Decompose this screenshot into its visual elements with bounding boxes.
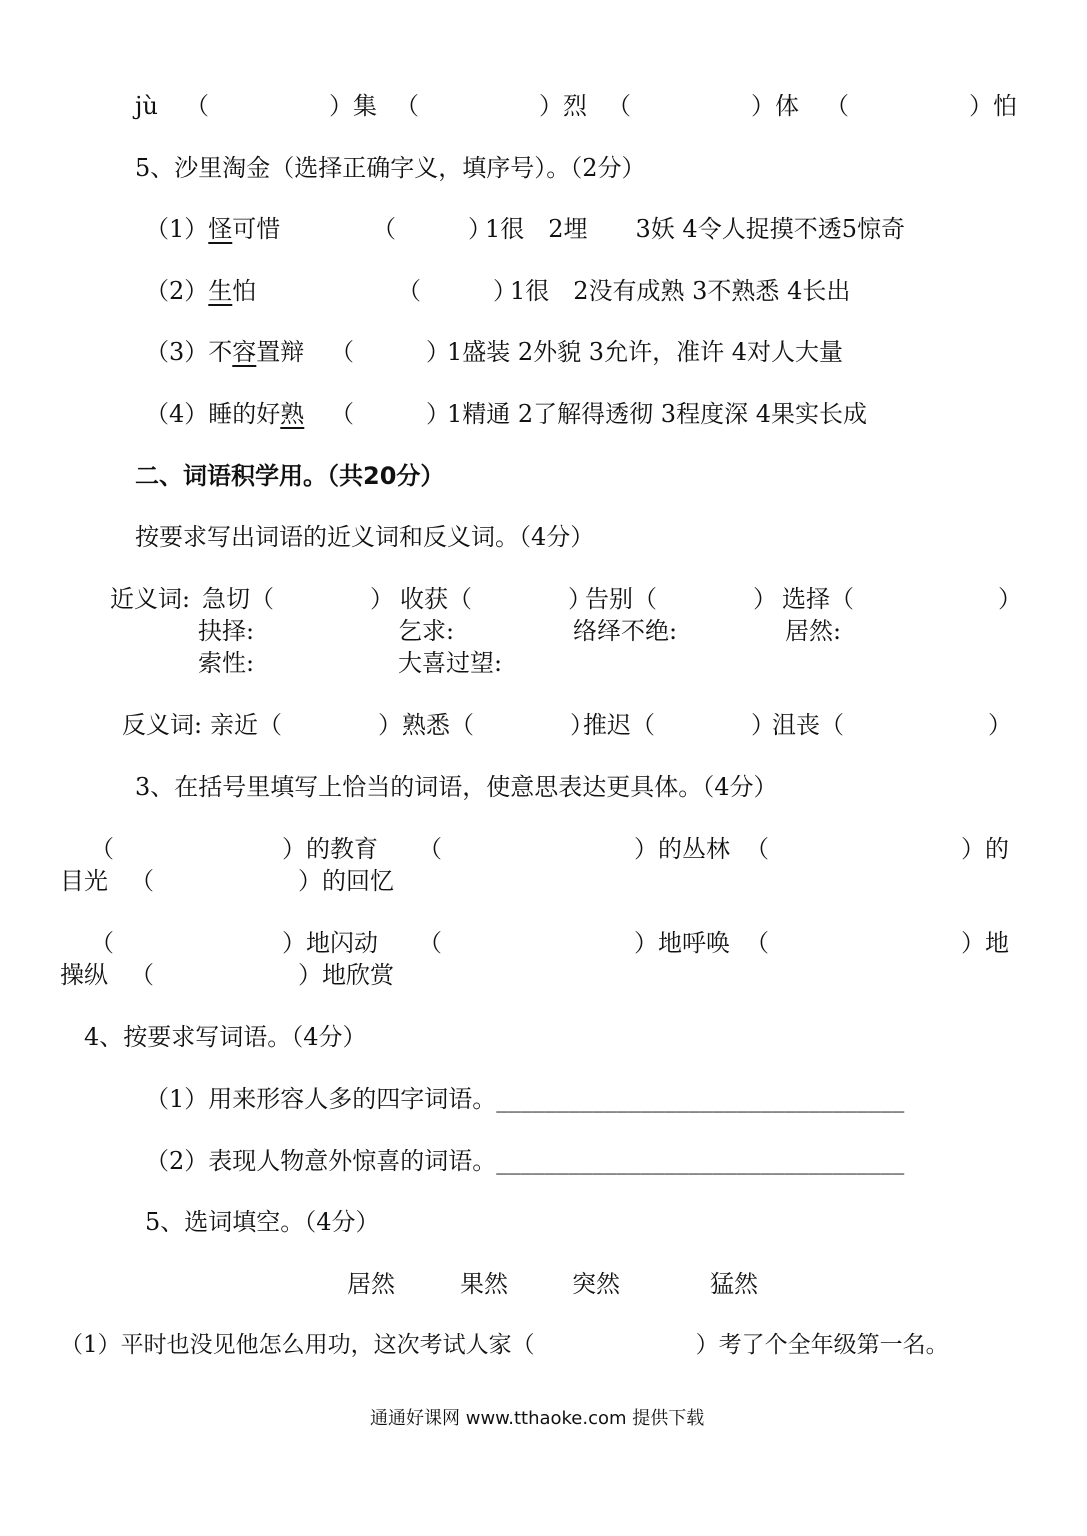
q3-blank: （ ）地 — [745, 929, 1009, 957]
synonym-item: 收获（ ） — [400, 585, 592, 613]
pinyin-blank-2: （ ）烈 — [395, 92, 587, 120]
q4-item-1: （1）用来形容人多的四字词语。__________________________________ — [145, 1085, 905, 1113]
q4-title: 4、按要求写词语。（4分） — [84, 1023, 367, 1051]
sand-item-3: （3）不容置辩 — [145, 338, 305, 366]
synonym-item: 急切（ ） — [202, 585, 394, 613]
sand-blank-2: （ ） — [397, 277, 517, 305]
synonym-item: 大喜过望: — [398, 649, 503, 677]
sand-item-2: （2）生怕 — [145, 277, 257, 305]
q3-blank: （ ）的丛林 — [418, 835, 730, 863]
sand-options-3: 1盛装 2外貌 3允许，准许 4对人大量 — [447, 338, 843, 366]
word-choice: 果然 — [460, 1270, 508, 1298]
sand-options-2: 1很 2没有成熟 3不熟悉 4长出 — [510, 277, 851, 305]
antonym-item: 亲近（ ） — [210, 711, 402, 739]
sand-blank-4: （ ） — [330, 400, 450, 428]
word-choice: 猛然 — [710, 1270, 758, 1298]
q3-blank: （ ）地欣赏 — [130, 961, 394, 989]
synonym-item: 络绎不绝: — [573, 617, 678, 645]
q3-blank: （ ）的回忆 — [130, 867, 394, 895]
q5-sand-title: 5、沙里淘金（选择正确字义，填序号）。（2分） — [135, 154, 646, 182]
sand-options-1: 1很 2埋 3妖 4令人捉摸不透5惊奇 — [485, 215, 905, 243]
key-char: 生 — [208, 277, 233, 305]
sand-blank-1: （ ） — [372, 215, 492, 243]
antonym-item: 沮丧（ ） — [772, 711, 1012, 739]
antonym-item: 推迟（ ） — [583, 711, 775, 739]
antonym-item: 熟悉（ ） — [402, 711, 594, 739]
q3-blank: （ ）的 — [745, 835, 1009, 863]
synonym-item: 索性: — [198, 649, 255, 677]
pinyin-blank-4: （ ）怕 — [825, 92, 1017, 120]
sand-item-4: （4）睡的好熟 — [145, 400, 305, 428]
synonym-label: 近义词: — [110, 585, 191, 613]
key-char: 容 — [232, 338, 257, 366]
synonym-item: 选择（ ） — [782, 585, 1022, 613]
section-2-heading: 二、词语积学用。（共20分） — [135, 462, 445, 490]
sand-item-1: （1）怪可惜 — [145, 215, 281, 243]
q3-blank: （ ）地呼唤 — [418, 929, 730, 957]
q3-title: 3、在括号里填写上恰当的词语，使意思表达更具体。（4分） — [135, 773, 778, 801]
q1-title: 按要求写出词语的近义词和反义词。（4分） — [135, 523, 595, 551]
synonym-item: 居然: — [785, 617, 842, 645]
q5-title: 5、选词填空。（4分） — [145, 1208, 380, 1236]
q3-blank: （ ）地闪动 — [90, 929, 378, 957]
word-choice: 居然 — [347, 1270, 395, 1298]
q5-item-1: （1）平时也没见他怎么用功，这次考试人家（ ）考了个全年级第一名。 — [60, 1332, 949, 1358]
synonym-item: 乞求: — [398, 617, 455, 645]
synonym-item: 抉择: — [198, 617, 255, 645]
word-choice: 突然 — [572, 1270, 620, 1298]
q4-item-2: （2）表现人物意外惊喜的词语。__________________________________ — [145, 1147, 905, 1175]
antonym-label: 反义词: — [122, 711, 203, 739]
q3-blank: 目光 — [60, 867, 108, 895]
synonym-item: 告别（ ） — [585, 585, 777, 613]
key-char: 熟 — [280, 400, 305, 428]
key-char: 怪 — [208, 215, 233, 243]
sand-blank-3: （ ） — [330, 338, 450, 366]
pinyin-blank-1: （ ）集 — [185, 92, 377, 120]
q3-blank: （ ）的教育 — [90, 835, 378, 863]
sand-options-4: 1精通 2了解得透彻 3程度深 4果实长成 — [447, 400, 867, 428]
pinyin-label: jù — [135, 92, 158, 120]
page-footer: 通通好课网 www.tthaoke.com 提供下载 — [370, 1408, 705, 1429]
pinyin-blank-3: （ ）体 — [607, 92, 799, 120]
q3-blank: 操纵 — [60, 961, 108, 989]
